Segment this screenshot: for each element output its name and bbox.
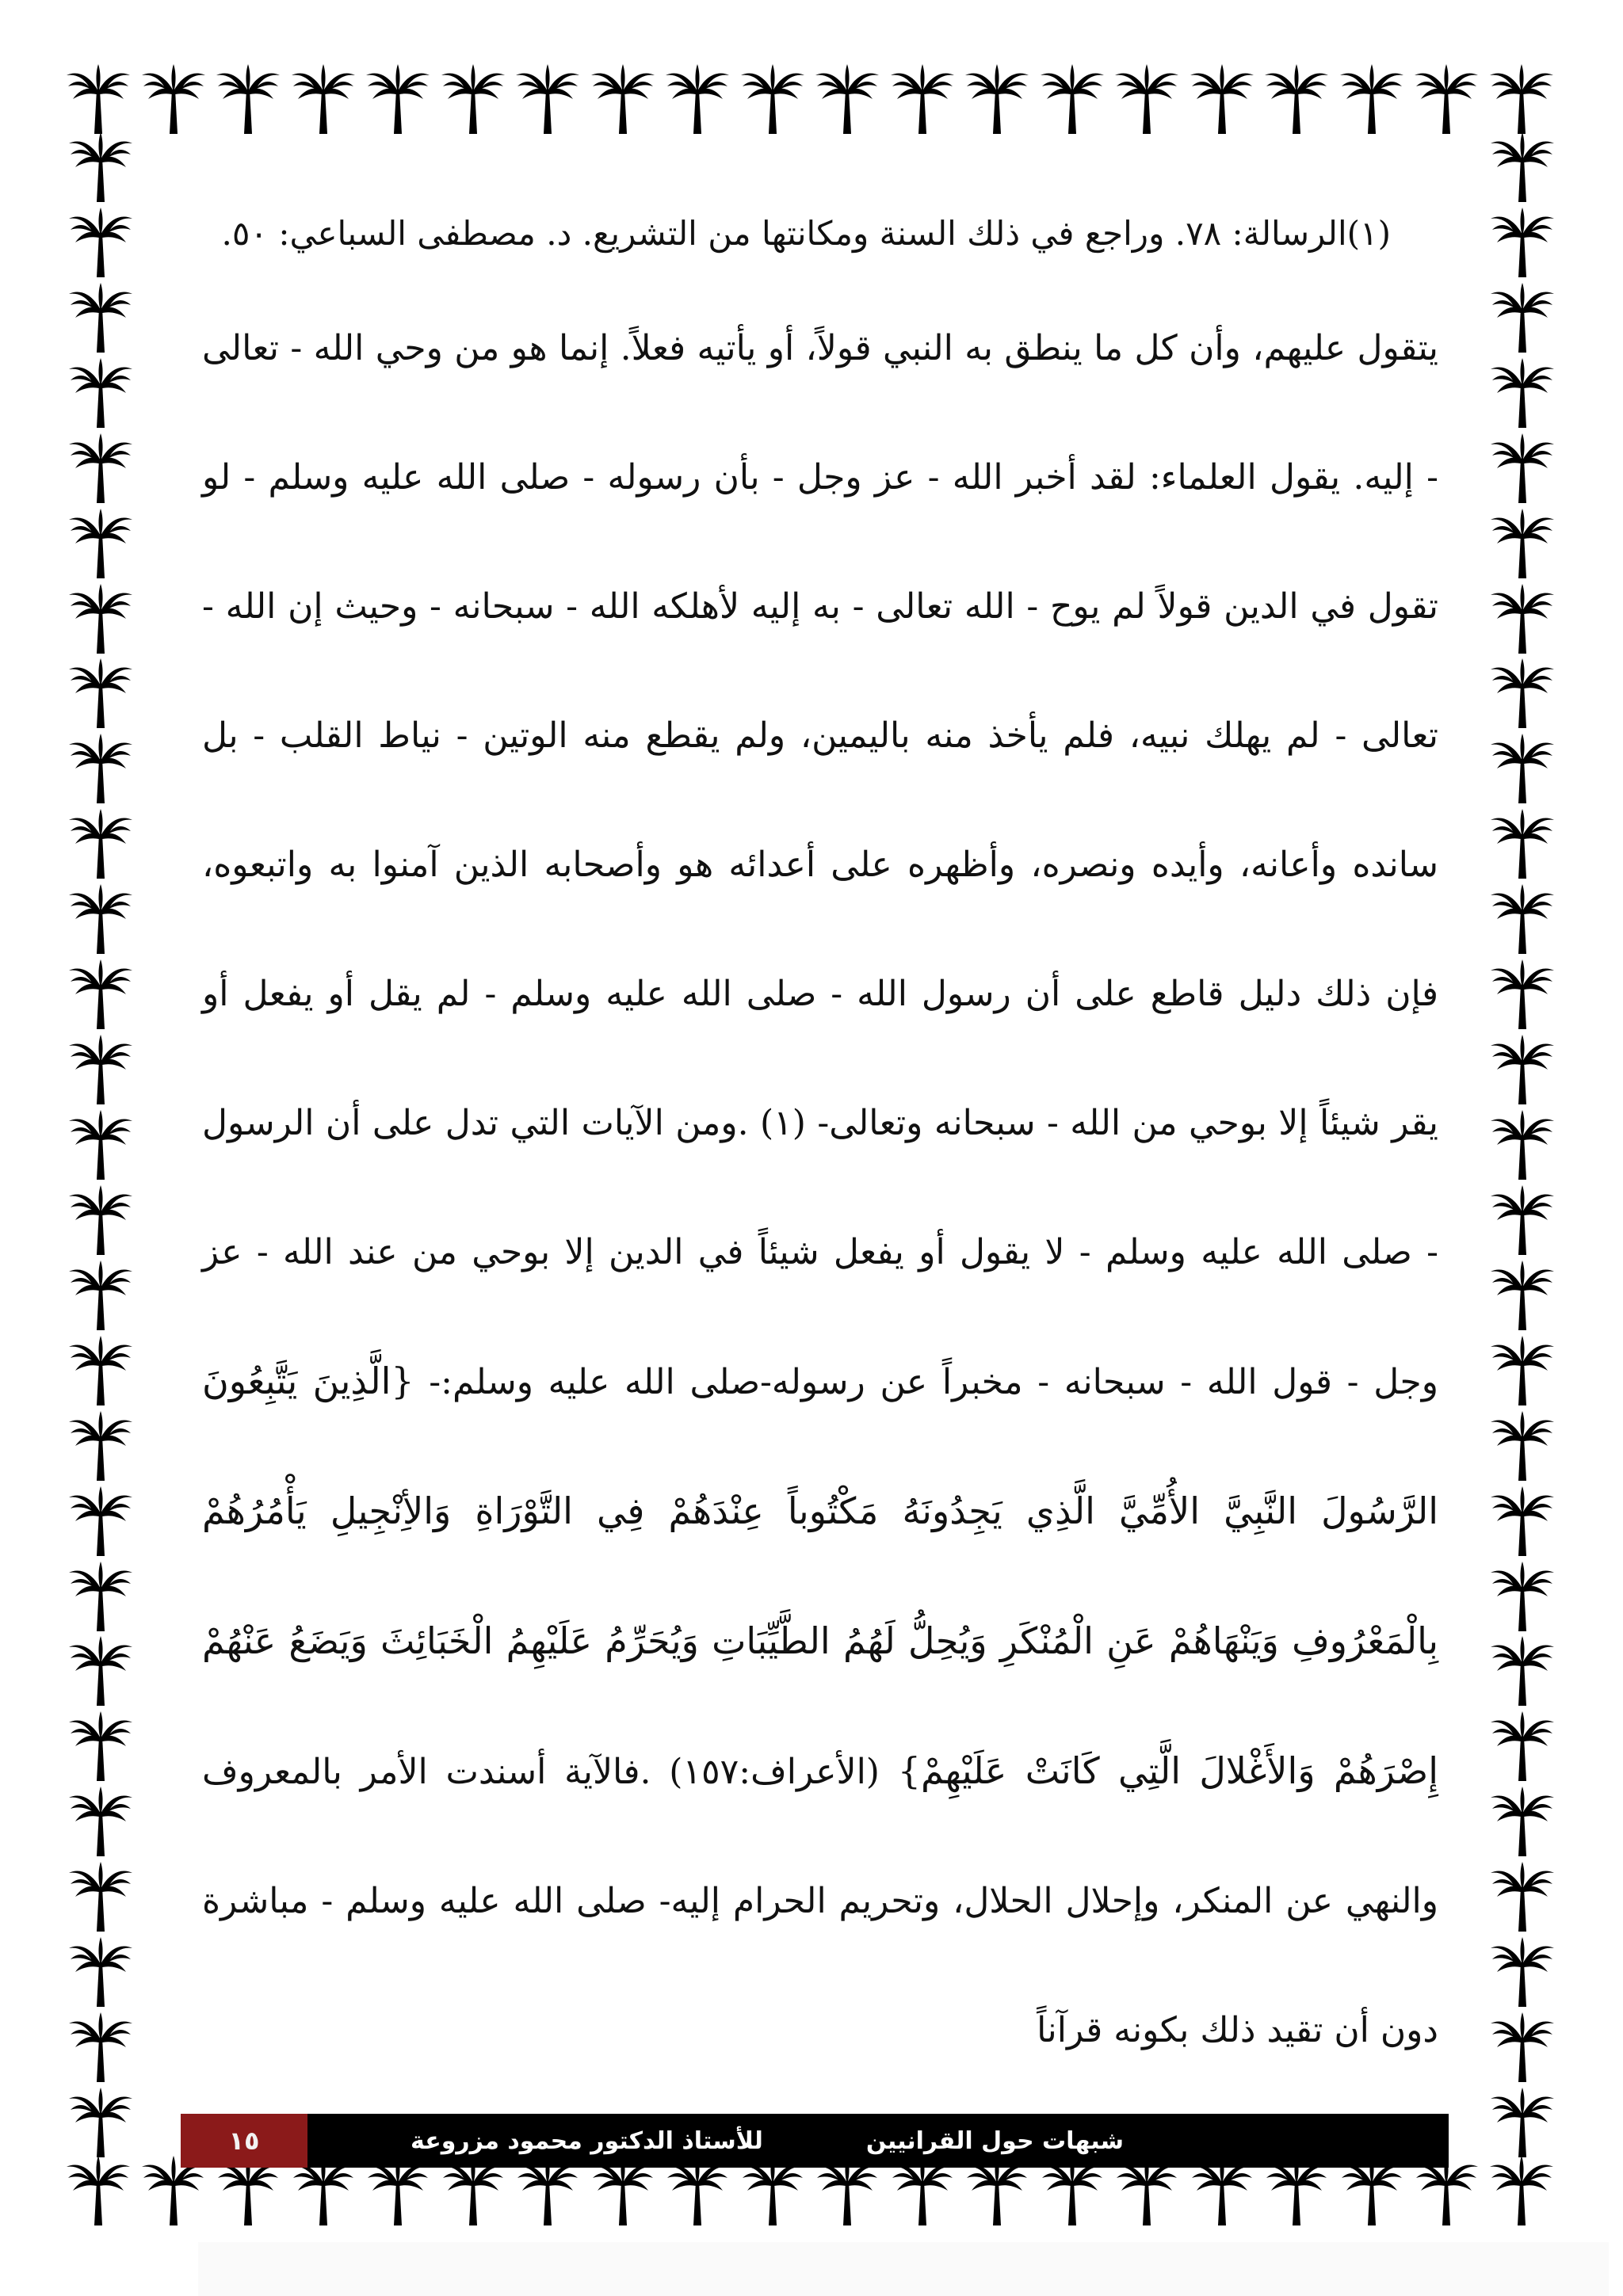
footnote: (١)الرسالة: ٧٨. وراجع في ذلك السنة ومكانتها من التشريع. د. مصطفى السباعي: ٥٠. xyxy=(221,214,1391,253)
palm-tree-icon xyxy=(1489,582,1556,655)
palm-tree-icon xyxy=(1489,1485,1556,1558)
palm-tree-icon xyxy=(67,1710,134,1783)
palm-tree-icon xyxy=(1489,1560,1556,1633)
palm-tree-icon xyxy=(1489,357,1556,429)
palm-tree-icon xyxy=(739,63,806,135)
palm-tree-icon xyxy=(67,507,134,580)
palm-tree-icon xyxy=(67,1033,134,1106)
palm-tree-icon xyxy=(1489,657,1556,730)
palm-tree-icon xyxy=(67,958,134,1031)
palm-tree-icon xyxy=(67,281,134,354)
palm-tree-icon xyxy=(1263,63,1330,135)
palm-tree-icon xyxy=(1489,2086,1556,2159)
palm-tree-icon xyxy=(67,1409,134,1482)
palm-tree-icon xyxy=(1489,432,1556,505)
palm-tree-icon xyxy=(1489,732,1556,805)
book-author: للأستاذ الدكتور محمود مزروعة xyxy=(411,2126,763,2155)
palm-tree-icon xyxy=(1338,63,1405,135)
palm-tree-icon xyxy=(1489,1184,1556,1257)
page-footer xyxy=(181,2114,1449,2168)
palm-tree-icon xyxy=(1489,1936,1556,2008)
palm-border-left xyxy=(65,131,136,2159)
palm-tree-icon xyxy=(67,1259,134,1332)
palm-tree-icon xyxy=(67,657,134,730)
palm-tree-icon xyxy=(1489,507,1556,580)
palm-tree-icon xyxy=(1189,63,1255,135)
palm-tree-icon xyxy=(67,2086,134,2159)
palm-tree-icon xyxy=(67,206,134,279)
palm-tree-icon xyxy=(1039,63,1106,135)
palm-tree-icon xyxy=(1489,1860,1556,1933)
palm-border-top xyxy=(65,55,1555,143)
palm-tree-icon xyxy=(1489,1785,1556,1858)
palm-tree-icon xyxy=(67,1785,134,1858)
palm-tree-icon xyxy=(1489,131,1556,204)
palm-tree-icon xyxy=(67,1485,134,1558)
palm-tree-icon xyxy=(1489,1334,1556,1407)
palm-tree-icon xyxy=(1489,1259,1556,1332)
body-paragraph xyxy=(202,284,1438,2095)
palm-tree-icon xyxy=(1488,63,1555,135)
palm-tree-icon xyxy=(1489,206,1556,279)
palm-tree-icon xyxy=(67,1334,134,1407)
palm-tree-icon xyxy=(1489,807,1556,880)
palm-tree-icon xyxy=(67,807,134,880)
palm-tree-icon xyxy=(440,63,506,135)
palm-border-right xyxy=(1487,131,1558,2159)
palm-tree-icon xyxy=(590,63,656,135)
palm-tree-icon xyxy=(67,1634,134,1707)
palm-tree-icon xyxy=(889,63,956,135)
palm-tree-icon xyxy=(1113,63,1180,135)
palm-tree-icon xyxy=(67,1560,134,1633)
palm-tree-icon xyxy=(1489,1033,1556,1106)
palm-tree-icon xyxy=(67,732,134,805)
palm-tree-icon xyxy=(964,63,1030,135)
body-text: يتقول عليهم، وأن كل ما ينطق به النبي قولاً، أو يأتيه فعلاً. إنما هو من وحي الله - تعالى - إليه. يقول العلماء: لقد أخبر الله - عز وجل - بأن رسوله - صلى الله عليه وسلم - لو تقول في الدين قولاً لم يوح - الله تعالى - به إليه لأهلكه الله - سبحانه - وحيث إن الله - تعالى - لم يهلك نبيه، فلم يأخذ منه باليمين، ولم يقطع منه الوتين - نياط القلب - بل سانده وأعانه، وأيده ونصره، وأظهره على أعدائه هو وأصحابه الذين آمنوا به واتبعوه، فإن ذلك دليل قاطع على أن رسول الله - صلى الله عليه وسلم - لم يقل أو يفعل أو يقر شيئاً إلا بوحي من الله - سبحانه وتعالى- (١) .ومن الآيات التي تدل على أن الرسول - صلى الله عليه وسلم - لا يقول أو يفعل شيئاً في الدين إلا بوحي من عند الله - عز وجل - قول الله - سبحانه - مخبراً عن رسوله-صلى الله عليه وسلم:- xyxy=(202,328,1438,1402)
palm-tree-icon xyxy=(65,2154,132,2227)
palm-tree-icon xyxy=(140,63,207,135)
palm-tree-icon xyxy=(67,432,134,505)
palm-tree-icon xyxy=(67,131,134,204)
verse-commentary: (الأعراف:١٥٧) .فالآية أسندت الأمر بالمعروف والنهي عن المنكر، وإحلال الحلال، وتحريم الحرام إليه- صلى الله عليه وسلم - مباشرة دون أن تقيد ذلك بكونه قرآناً xyxy=(202,1752,1438,2050)
palm-tree-icon xyxy=(1489,883,1556,955)
palm-tree-icon xyxy=(215,63,281,135)
palm-tree-icon xyxy=(67,2011,134,2084)
page-content xyxy=(202,198,1438,2084)
palm-tree-icon xyxy=(67,1860,134,1933)
page-number: ١٥ xyxy=(181,2114,307,2168)
palm-tree-icon xyxy=(1489,1108,1556,1181)
book-title: شبهات حول القرانيين xyxy=(865,2126,1124,2155)
palm-tree-icon xyxy=(1489,1710,1556,1783)
palm-tree-icon xyxy=(290,63,357,135)
palm-tree-icon xyxy=(65,63,132,135)
palm-tree-icon xyxy=(1489,281,1556,354)
page-shadow-strip xyxy=(198,2242,1609,2296)
palm-tree-icon xyxy=(365,63,431,135)
palm-tree-icon xyxy=(67,357,134,429)
palm-tree-icon xyxy=(1413,63,1480,135)
palm-tree-icon xyxy=(1489,1409,1556,1482)
palm-tree-icon xyxy=(1489,1634,1556,1707)
palm-tree-icon xyxy=(67,1936,134,2008)
palm-tree-icon xyxy=(67,1108,134,1181)
palm-tree-icon xyxy=(67,582,134,655)
palm-tree-icon xyxy=(514,63,581,135)
palm-tree-icon xyxy=(1488,2154,1555,2227)
palm-tree-icon xyxy=(1489,2011,1556,2084)
palm-tree-icon xyxy=(814,63,880,135)
palm-tree-icon xyxy=(67,883,134,955)
palm-tree-icon xyxy=(664,63,731,135)
palm-tree-icon xyxy=(1489,958,1556,1031)
quran-verse: {الَّذِينَ يَتَّبِعُونَ الرَّسُولَ النَّبِيَّ الأُمِّيَّ الَّذِي يَجِدُونَهُ مَكْتُوباً عِنْدَهُمْ فِي التَّوْرَاةِ وَالأِنْجِيلِ يَأْمُرُهُمْ بِالْمَعْرُوفِ وَيَنْهَاهُمْ عَنِ الْمُنْكَرِ وَيُحِلُّ لَهُمُ الطَّيِّبَاتِ وَيُحَرِّمُ عَلَيْهِمُ الْخَبَائِثَ وَيَضَعُ عَنْهُمْ إِصْرَهُمْ وَالأَغْلالَ الَّتِي كَانَتْ عَلَيْهِمْ} xyxy=(202,1360,1439,1792)
palm-tree-icon xyxy=(67,1184,134,1257)
